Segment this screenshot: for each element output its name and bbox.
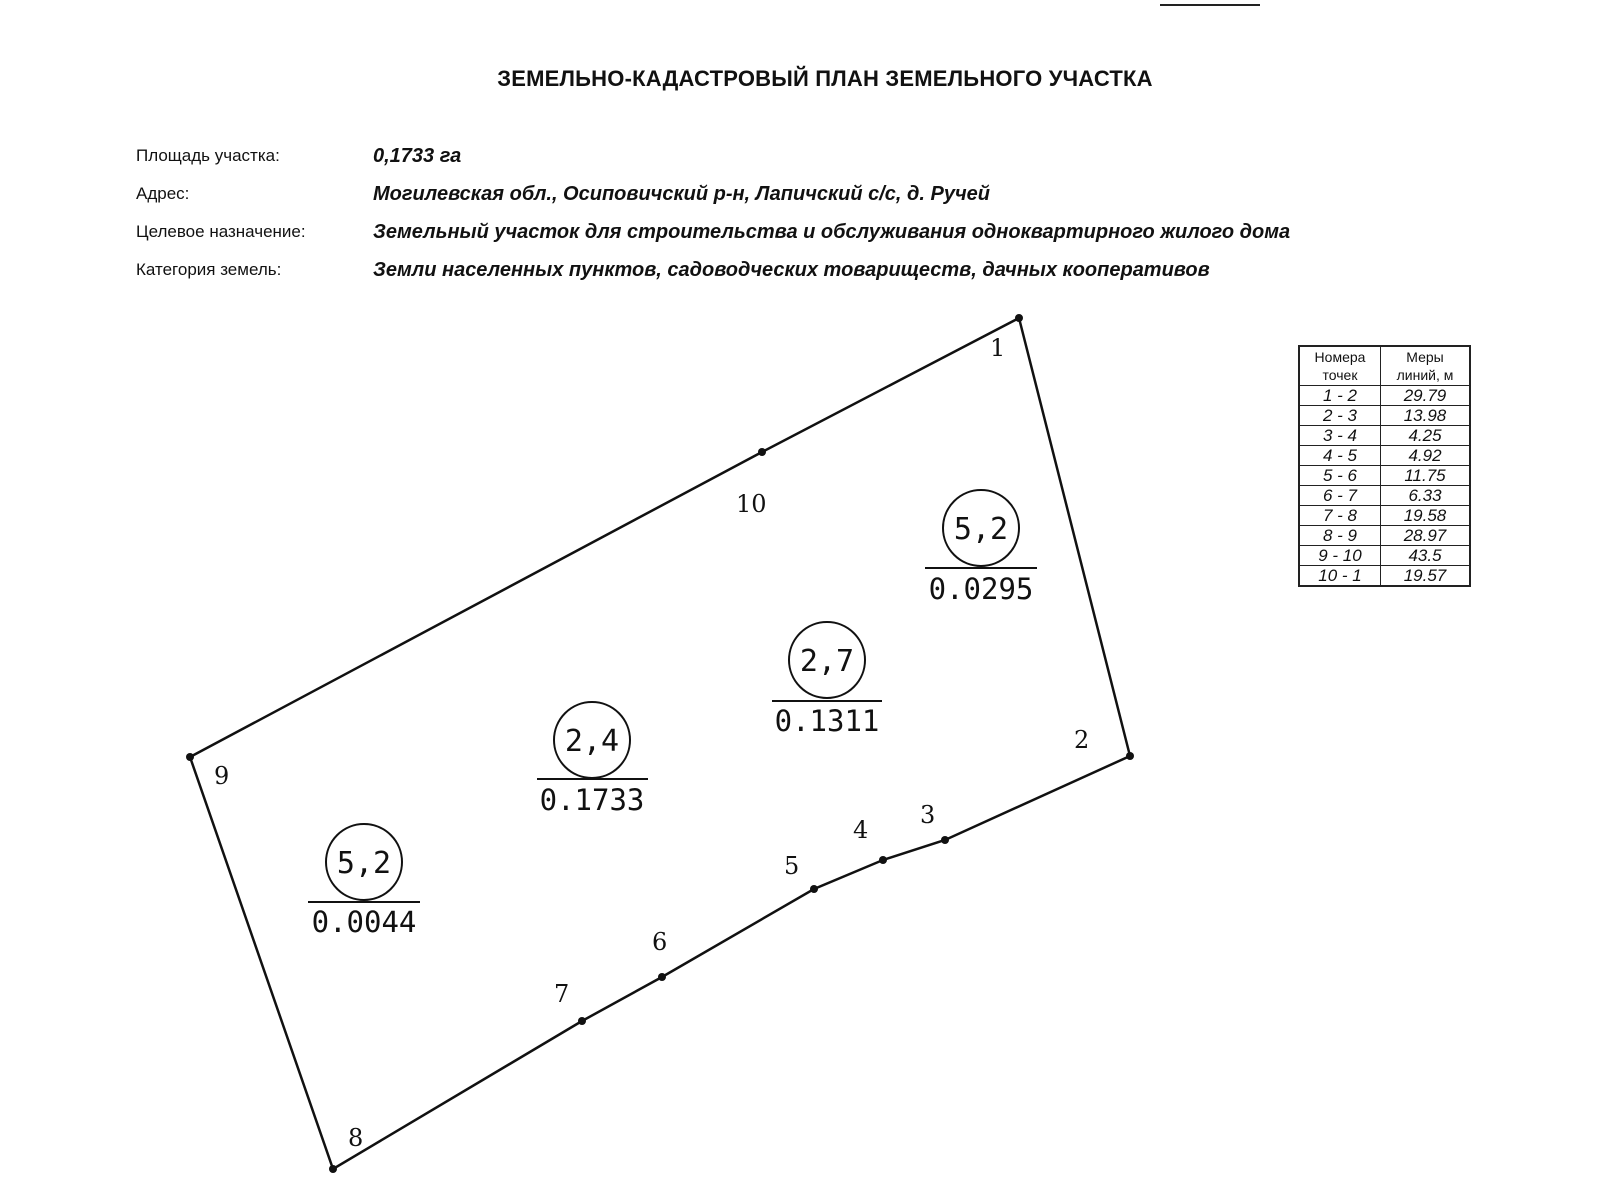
category-label: Категория земель: [136,260,282,279]
vertex-4 [879,856,887,864]
zone-code: 2,7 [799,644,855,679]
lengths-column-header: Меры линий, м [1381,346,1471,386]
segment-cell: 1 - 2 [1299,386,1381,406]
zone-area: 0.1733 [539,783,645,817]
table-row [1299,406,1470,426]
address-label: Адрес: [136,184,190,203]
vertex-8 [329,1165,337,1173]
zone-label-2 [772,622,882,738]
length-cell: 28.97 [1381,526,1471,546]
point-labels [214,334,1089,1152]
address-value: Могилевская обл., Осиповичский р-н, Лапичский с/с, д. Ручей [373,183,990,205]
segment-cell: 2 - 3 [1299,406,1381,426]
zone-label-3 [537,702,648,817]
zone-area: 0.1311 [774,704,880,738]
length-cell: 13.98 [1381,406,1471,426]
segment-cell: 5 - 6 [1299,466,1381,486]
point-label-10: 10 [736,490,767,518]
zone-area: 0.0295 [928,572,1034,606]
vertex-6 [658,973,666,981]
area-value: 0,1733 га [373,145,462,167]
segment-cell: 6 - 7 [1299,486,1381,506]
point-label-8: 8 [348,1124,364,1152]
points-column-header: Номера точек [1299,346,1381,386]
vertex-1 [1015,314,1023,322]
length-cell: 43.5 [1381,546,1471,566]
parcel-boundary [190,318,1130,1169]
zone-label-1 [925,490,1037,606]
purpose-value: Земельный участок для строительства и обслуживания одноквартирного жилого дома [373,221,1291,243]
zone-code: 5,2 [953,512,1009,547]
vertex-9 [186,753,194,761]
segment-cell: 4 - 5 [1299,446,1381,466]
boundary-vertices [186,314,1134,1173]
vertex-5 [810,885,818,893]
segment-cell: 3 - 4 [1299,426,1381,446]
table-row [1299,486,1470,506]
point-label-4: 4 [853,816,869,844]
table-row [1299,566,1470,587]
point-label-9: 9 [214,762,230,790]
table-row [1299,466,1470,486]
zone-area: 0.0044 [311,905,417,939]
length-cell: 11.75 [1381,466,1471,486]
length-cell: 29.79 [1381,386,1471,406]
zone-label-4 [308,824,420,939]
table-row [1299,506,1470,526]
area-label: Площадь участка: [136,146,280,165]
point-label-7: 7 [554,980,570,1008]
length-cell: 4.92 [1381,446,1471,466]
vertex-10 [758,448,766,456]
zone-code: 5,2 [336,846,392,881]
purpose-label: Целевое назначение: [136,222,306,241]
category-value: Земли населенных пунктов, садоводческих товариществ, дачных кооперативов [373,259,1210,281]
segment-cell: 7 - 8 [1299,506,1381,526]
vertex-7 [578,1017,586,1025]
point-label-5: 5 [784,852,800,880]
point-label-3: 3 [920,801,936,829]
line-measures-table [1298,345,1471,587]
segment-cell: 10 - 1 [1299,566,1381,587]
point-label-6: 6 [652,928,668,956]
length-cell: 19.58 [1381,506,1471,526]
vertex-2 [1126,752,1134,760]
table-row [1299,426,1470,446]
table-row [1299,386,1470,406]
zone-code: 2,4 [564,724,620,759]
point-label-1: 1 [990,334,1006,362]
vertex-3 [941,836,949,844]
table-row [1299,546,1470,566]
segment-cell: 9 - 10 [1299,546,1381,566]
length-cell: 19.57 [1381,566,1471,587]
table-row [1299,446,1470,466]
page-title: ЗЕМЕЛЬНО-КАДАСТРОВЫЙ ПЛАН ЗЕМЕЛЬНОГО УЧАСТКА [497,66,1153,91]
length-cell: 6.33 [1381,486,1471,506]
table-header-row [1299,346,1470,386]
table-row [1299,526,1470,546]
point-label-2: 2 [1074,726,1090,754]
segment-cell: 8 - 9 [1299,526,1381,546]
length-cell: 4.25 [1381,426,1471,446]
